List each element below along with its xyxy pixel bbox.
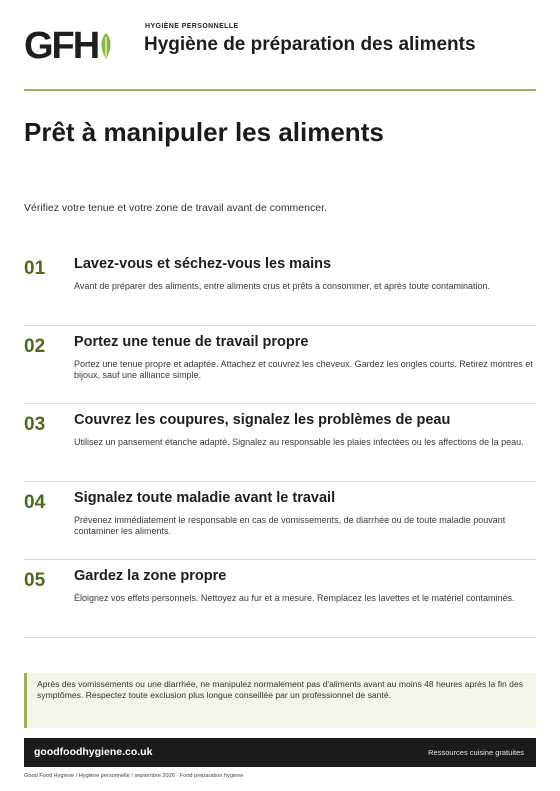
gfh-logo [24,24,113,68]
step-item [24,328,536,404]
intro-text: Vérifiez votre tenue et votre zone de travail avant de commencer. [24,202,327,214]
step-item [24,250,536,326]
footer-website-link[interactable]: goodfoodhygiene.co.uk [34,746,153,758]
step-title: Portez une tenue de travail propre [74,334,309,350]
header-eyebrow: HYGIÈNE PERSONNELLE [145,23,239,30]
step-item [24,562,536,638]
steps-list [24,250,536,640]
step-number: 02 [24,336,46,357]
step-item [24,406,536,482]
step-title: Signalez toute maladie avant le travail [74,490,336,506]
step-title: Couvrez les coupures, signalez les problèmes de peau [74,412,451,428]
step-title: Gardez la zone propre [74,568,227,584]
step-description: Avant de préparer des aliments, entre aliments crus et prêts à consommer, et après toute contamination. [74,281,491,291]
step-number: 01 [24,258,46,279]
step-number: 04 [24,492,46,513]
logo-wordmark: GFH [24,25,99,67]
exclusion-note: Après des vomissements ou une diarrhée, ne manipulez normalement pas d'aliments avant au moins 48 heures après la fin des symptômes. Respectez toute exclusion plus longue conseillée par un professionnel de santé. [24,673,536,728]
step-item [24,484,536,560]
step-description: Éloignez vos effets personnels. Nettoyez au fur et à mesure. Remplacez les lavettes et le matériel contaminés. [74,593,515,603]
step-number: 05 [24,570,46,591]
colophon: Good Food Hygiene / Hygiène personnelle / septembre 2026 · Food preparation hygiene [24,773,244,779]
step-description: Portez une tenue propre et adaptée. Attachez et couvrez les cheveux. Gardez les ongles courts. Retirez montres et bijoux, sauf une alliance simple. [74,359,533,380]
footer-bar [24,738,536,767]
header-title: Hygiène de préparation des aliments [144,34,476,55]
footer-tagline: Ressources cuisine gratuites [428,748,524,757]
step-description: Utilisez un pansement étanche adapté. Signalez au responsable les plaies infectées ou les affections de la peau. [74,437,524,447]
step-description: Prévenez immédiatement le responsable en cas de vomissements, de diarrhée ou de toute maladie pouvant contaminer les aliments. [74,515,506,536]
step-number: 03 [24,414,46,435]
page-header [24,20,536,80]
leaf-icon [99,32,113,60]
header-divider [24,89,536,91]
step-title: Lavez-vous et séchez-vous les mains [74,256,332,272]
page-title: Prêt à manipuler les aliments [24,117,384,147]
